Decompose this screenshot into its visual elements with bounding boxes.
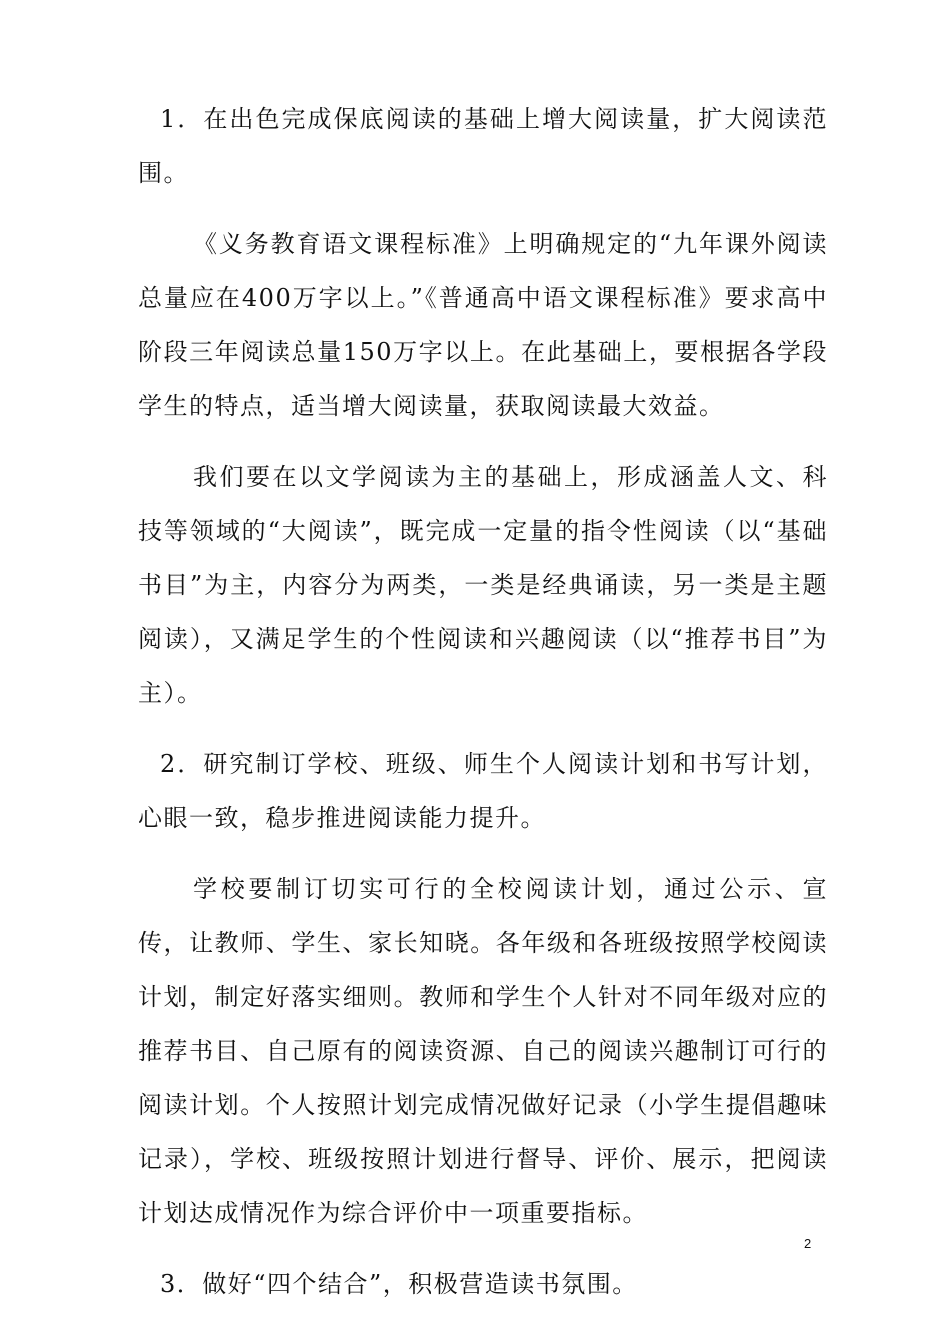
section-heading-1: 1．在出色完成保底阅读的基础上增大阅读量，扩大阅读范围。 (138, 105, 828, 187)
document-body (138, 92, 828, 1328)
section-heading-3: 3．做好“四个结合”，积极营造读书氛围。 (160, 1270, 638, 1298)
paragraph-reading-standards: 《义务教育语文课程标准》上明确规定的“九年课外阅读总量应在400万字以上。”《普通高中语文课程标准》要求高中阶段三年阅读总量150万字以上。在此基础上，要根据各学段学生的特点，适当增大阅读量，获取阅读最大效益。 (138, 230, 828, 420)
paragraph-reading-plan: 学校要制订切实可行的全校阅读计划，通过公示、宣传，让教师、学生、家长知晓。各年级和各班级按照学校阅读计划，制定好落实细则。教师和学生个人针对不同年级对应的推荐书目、自己原有的阅读资源、自己的阅读兴趣制订可行的阅读计划。个人按照计划完成情况做好记录（小学生提倡趣味记录），学校、班级按照计划进行督导、评价、展示，把阅读计划达成情况作为综合评价中一项重要指标。 (138, 875, 828, 1227)
section-heading-2: 2．研究制订学校、班级、师生个人阅读计划和书写计划，心眼一致，稳步推进阅读能力提升。 (138, 750, 828, 832)
paragraph-big-reading: 我们要在以文学阅读为主的基础上，形成涵盖人文、科技等领域的“大阅读”，既完成一定量的指令性阅读（以“基础书目”为主，内容分为两类，一类是经典诵读，另一类是主题阅读），又满足学生的个性阅读和兴趣阅读（以“推荐书目”为主）。 (138, 463, 828, 707)
page-number: 2 (804, 1236, 812, 1251)
